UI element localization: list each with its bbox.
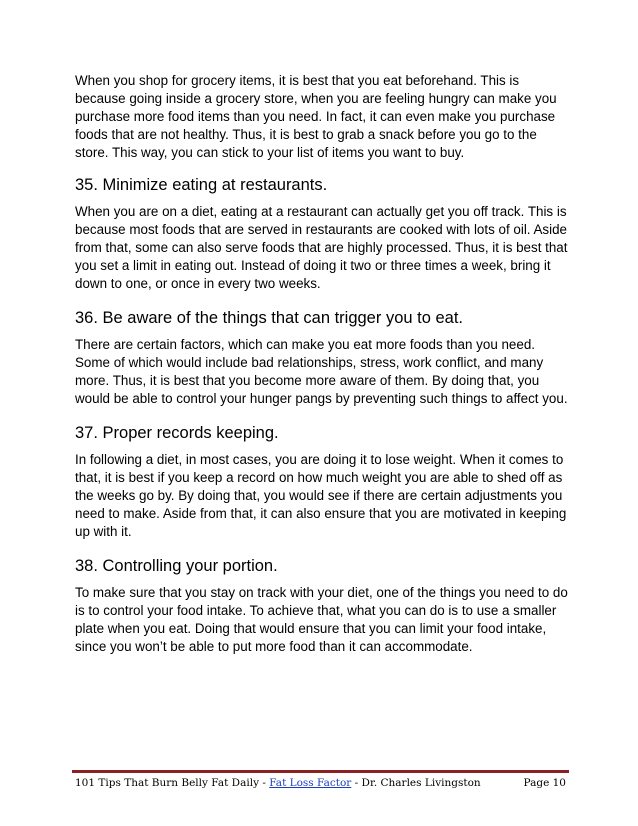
section-36-body: There are certain factors, which can make you eat more foods than you need. Some of which would include bad relationships, stress, work conflict, and many more. Thus, it is best that you become more aware of them. By doing that, you would be able to control your hunger pangs by preventing such things to affect you. xyxy=(75,337,568,406)
footer-divider xyxy=(72,770,569,773)
footer-book-title: 101 Tips That Burn Belly Fat Daily - xyxy=(75,777,270,789)
section-38-heading: 38. Controlling your portion. xyxy=(75,557,278,575)
page-content xyxy=(75,72,570,656)
section-38-body: To make sure that you stay on track with your diet, one of the things you need to do is to control your food intake. To achieve that, what you can do is to use a smaller plate when you eat. Doing that would ensure that you can limit your food intake, since you won’t be able to put more food than it can accommodate. xyxy=(75,585,568,654)
section-37-heading: 37. Proper records keeping. xyxy=(75,424,279,442)
section-36-heading: 36. Be aware of the things that can trigger you to eat. xyxy=(75,309,463,327)
section-35-body: When you are on a diet, eating at a restaurant can actually get you off track. This is because most foods that are served in restaurants are cooked with lots of oil. Aside from that, some can also serve foods that are highly processed. Thus, it is best that you set a limit in eating out. Instead of doing it two or three times a week, bring it down to one, or once in every two weeks. xyxy=(75,204,568,291)
page-number: Page 10 xyxy=(523,777,566,789)
footer-author: - Dr. Charles Livingston xyxy=(351,777,481,789)
intro-paragraph: When you shop for grocery items, it is best that you eat beforehand. This is because going inside a grocery store, when you are feeling hungry can make you purchase more food items than you need. In fact, it can even make you purchase foods that are not healthy. Thus, it is best to grab a snack before you go to the store. This way, you can stick to your list of items you want to buy. xyxy=(75,73,557,160)
section-37-body: In following a diet, in most cases, you are doing it to lose weight. When it comes to that, it is best if you keep a record on how much weight you are able to shed off as the weeks go by. By doing that, you would see if there are certain adjustments you need to make. Aside from that, it can also ensure that you are motivated in keeping up with it. xyxy=(75,452,567,539)
footer-link-fat-loss-factor[interactable]: Fat Loss Factor xyxy=(269,777,352,789)
page-footer xyxy=(75,776,568,790)
section-35-heading: 35. Minimize eating at restaurants. xyxy=(75,176,328,194)
